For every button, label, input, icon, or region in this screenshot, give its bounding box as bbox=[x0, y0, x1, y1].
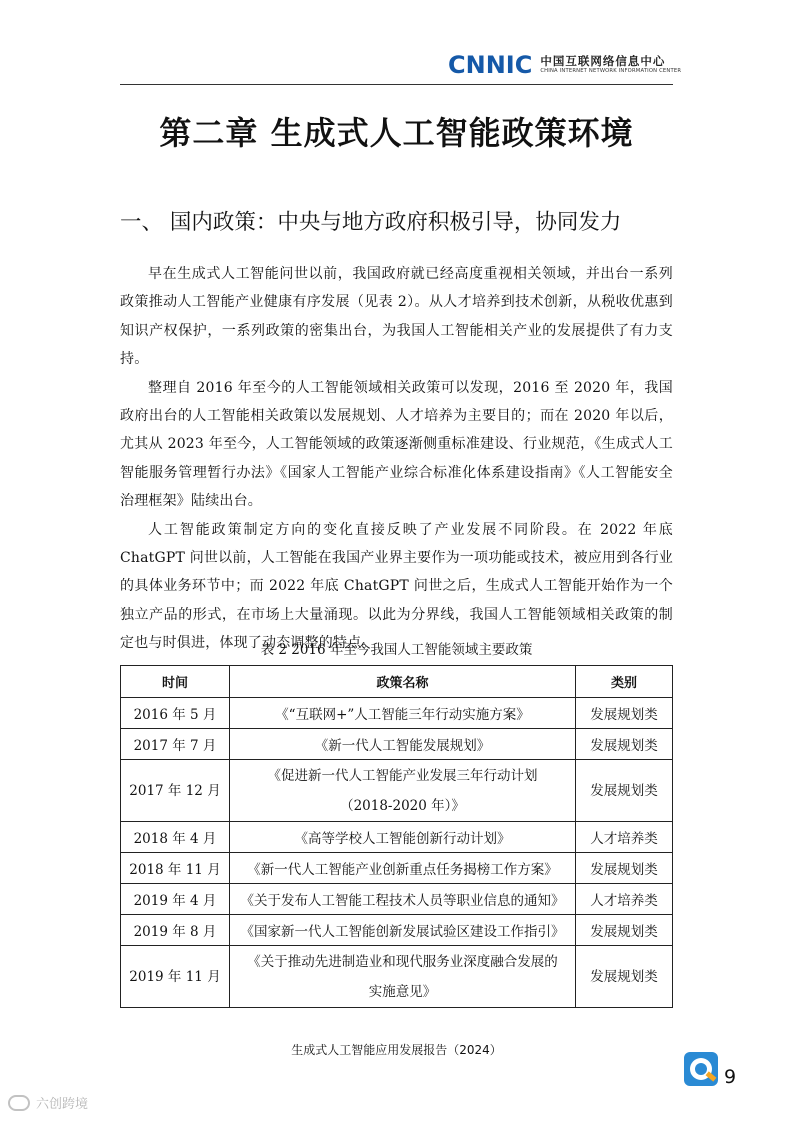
cell-time: 2018 年 4 月 bbox=[121, 822, 230, 853]
watermark-text: 六创跨境 bbox=[36, 1097, 89, 1112]
cell-policy-name: 《国家新一代人工智能创新发展试验区建设工作指引》 bbox=[230, 915, 576, 946]
cell-category: 发展规划类 bbox=[576, 729, 673, 760]
watermark bbox=[8, 1093, 88, 1112]
cell-policy-name: 《关于发布人工智能工程技术人员等职业信息的通知》 bbox=[230, 884, 576, 915]
watermark-logo-icon bbox=[8, 1095, 30, 1111]
page-number: 9 bbox=[724, 1066, 737, 1088]
cell-time: 2019 年 11 月 bbox=[121, 946, 230, 1008]
table-row bbox=[121, 853, 673, 884]
table-header-row bbox=[121, 666, 673, 698]
header-category: 类别 bbox=[576, 666, 673, 698]
cell-time: 2019 年 4 月 bbox=[121, 884, 230, 915]
paragraph-1: 早在生成式人工智能问世以前，我国政府就已经高度重视相关领域，并出台一系列政策推动人工智能产业健康有序发展（见表 2）。从人才培养到技术创新，从税收优惠到知识产权保护，一系列政策的密集出台，为我国人工智能相关产业的发展提供了有力支持。 bbox=[120, 266, 673, 368]
section-title: 一、 国内政策：中央与地方政府积极引导，协同发力 bbox=[120, 210, 622, 235]
cell-category: 发展规划类 bbox=[576, 915, 673, 946]
cell-category: 发展规划类 bbox=[576, 698, 673, 729]
header-divider bbox=[120, 84, 673, 85]
table-row bbox=[121, 698, 673, 729]
footer-report-title: 生成式人工智能应用发展报告（2024） bbox=[291, 1043, 502, 1057]
table-caption: 表 2 2016 年至今我国人工智能领域主要政策 bbox=[260, 642, 533, 658]
cell-policy-name: 《新一代人工智能发展规划》 bbox=[230, 729, 576, 760]
report-logo-icon bbox=[684, 1052, 718, 1086]
cell-category: 发展规划类 bbox=[576, 760, 673, 822]
table-row bbox=[121, 822, 673, 853]
cell-time: 2017 年 12 月 bbox=[121, 760, 230, 822]
header-policy-name: 政策名称 bbox=[230, 666, 576, 698]
table-row bbox=[121, 915, 673, 946]
header-time: 时间 bbox=[121, 666, 230, 698]
cell-time: 2016 年 5 月 bbox=[121, 698, 230, 729]
cnnic-logo bbox=[448, 50, 688, 80]
table-row bbox=[121, 729, 673, 760]
body-text bbox=[120, 260, 673, 658]
cell-category: 发展规划类 bbox=[576, 853, 673, 884]
cell-policy-name: 《新一代人工智能产业创新重点任务揭榜工作方案》 bbox=[230, 853, 576, 884]
chapter-title: 第二章 生成式人工智能政策环境 bbox=[159, 114, 634, 152]
org-name-en: CHINA INTERNET NETWORK INFORMATION CENTER bbox=[540, 67, 682, 74]
cnnic-logo-mark: CNNIC bbox=[448, 51, 533, 79]
paragraph-2: 整理自 2016 年至今的人工智能领域相关政策可以发现，2016 至 2020 年，我国政府出台的人工智能相关政策以发展规划、人才培养为主要目的；而在 2020 年以后，尤其从 2023 年至今，人工智能领域的政策逐渐侧重标准建设、行业规范，《生成式人工智能服务管理暂行办法》《国家人工智能产业综合标准化体系建设指南》《人工智能安全治理框架》陆续出台。 bbox=[120, 379, 673, 510]
cnnic-org-name bbox=[540, 55, 681, 74]
policy-table bbox=[120, 665, 673, 1008]
cell-policy-name: 《高等学校人工智能创新行动计划》 bbox=[230, 822, 576, 853]
table-row bbox=[121, 946, 673, 1008]
cell-time: 2018 年 11 月 bbox=[121, 853, 230, 884]
cell-policy-name: 《促进新一代人工智能产业发展三年行动计划（2018-2020 年）》 bbox=[230, 760, 576, 822]
table-row bbox=[121, 760, 673, 822]
cell-category: 人才培养类 bbox=[576, 822, 673, 853]
cell-policy-name: 《关于推动先进制造业和现代服务业深度融合发展的实施意见》 bbox=[230, 946, 576, 1008]
table-row bbox=[121, 884, 673, 915]
cell-time: 2017 年 7 月 bbox=[121, 729, 230, 760]
paragraph-3: 人工智能政策制定方向的变化直接反映了产业发展不同阶段。在 2022 年底 ChatGPT 问世以前，人工智能在我国产业界主要作为一项功能或技术，被应用到各行业的具体业务环节中；而 2022 年底 ChatGPT 问世之后，生成式人工智能开始作为一个独立产品的形式，在市场上大量涌现。以此为分界线，我国人工智能领域相关政策的制定也与时俱进，体现了动态调整的特点。 bbox=[120, 521, 673, 652]
cell-category: 发展规划类 bbox=[576, 946, 673, 1008]
cell-category: 人才培养类 bbox=[576, 884, 673, 915]
org-name-cn: 中国互联网络信息中心 bbox=[540, 54, 666, 69]
cell-policy-name: 《“互联网+”人工智能三年行动实施方案》 bbox=[230, 698, 576, 729]
cell-time: 2019 年 8 月 bbox=[121, 915, 230, 946]
